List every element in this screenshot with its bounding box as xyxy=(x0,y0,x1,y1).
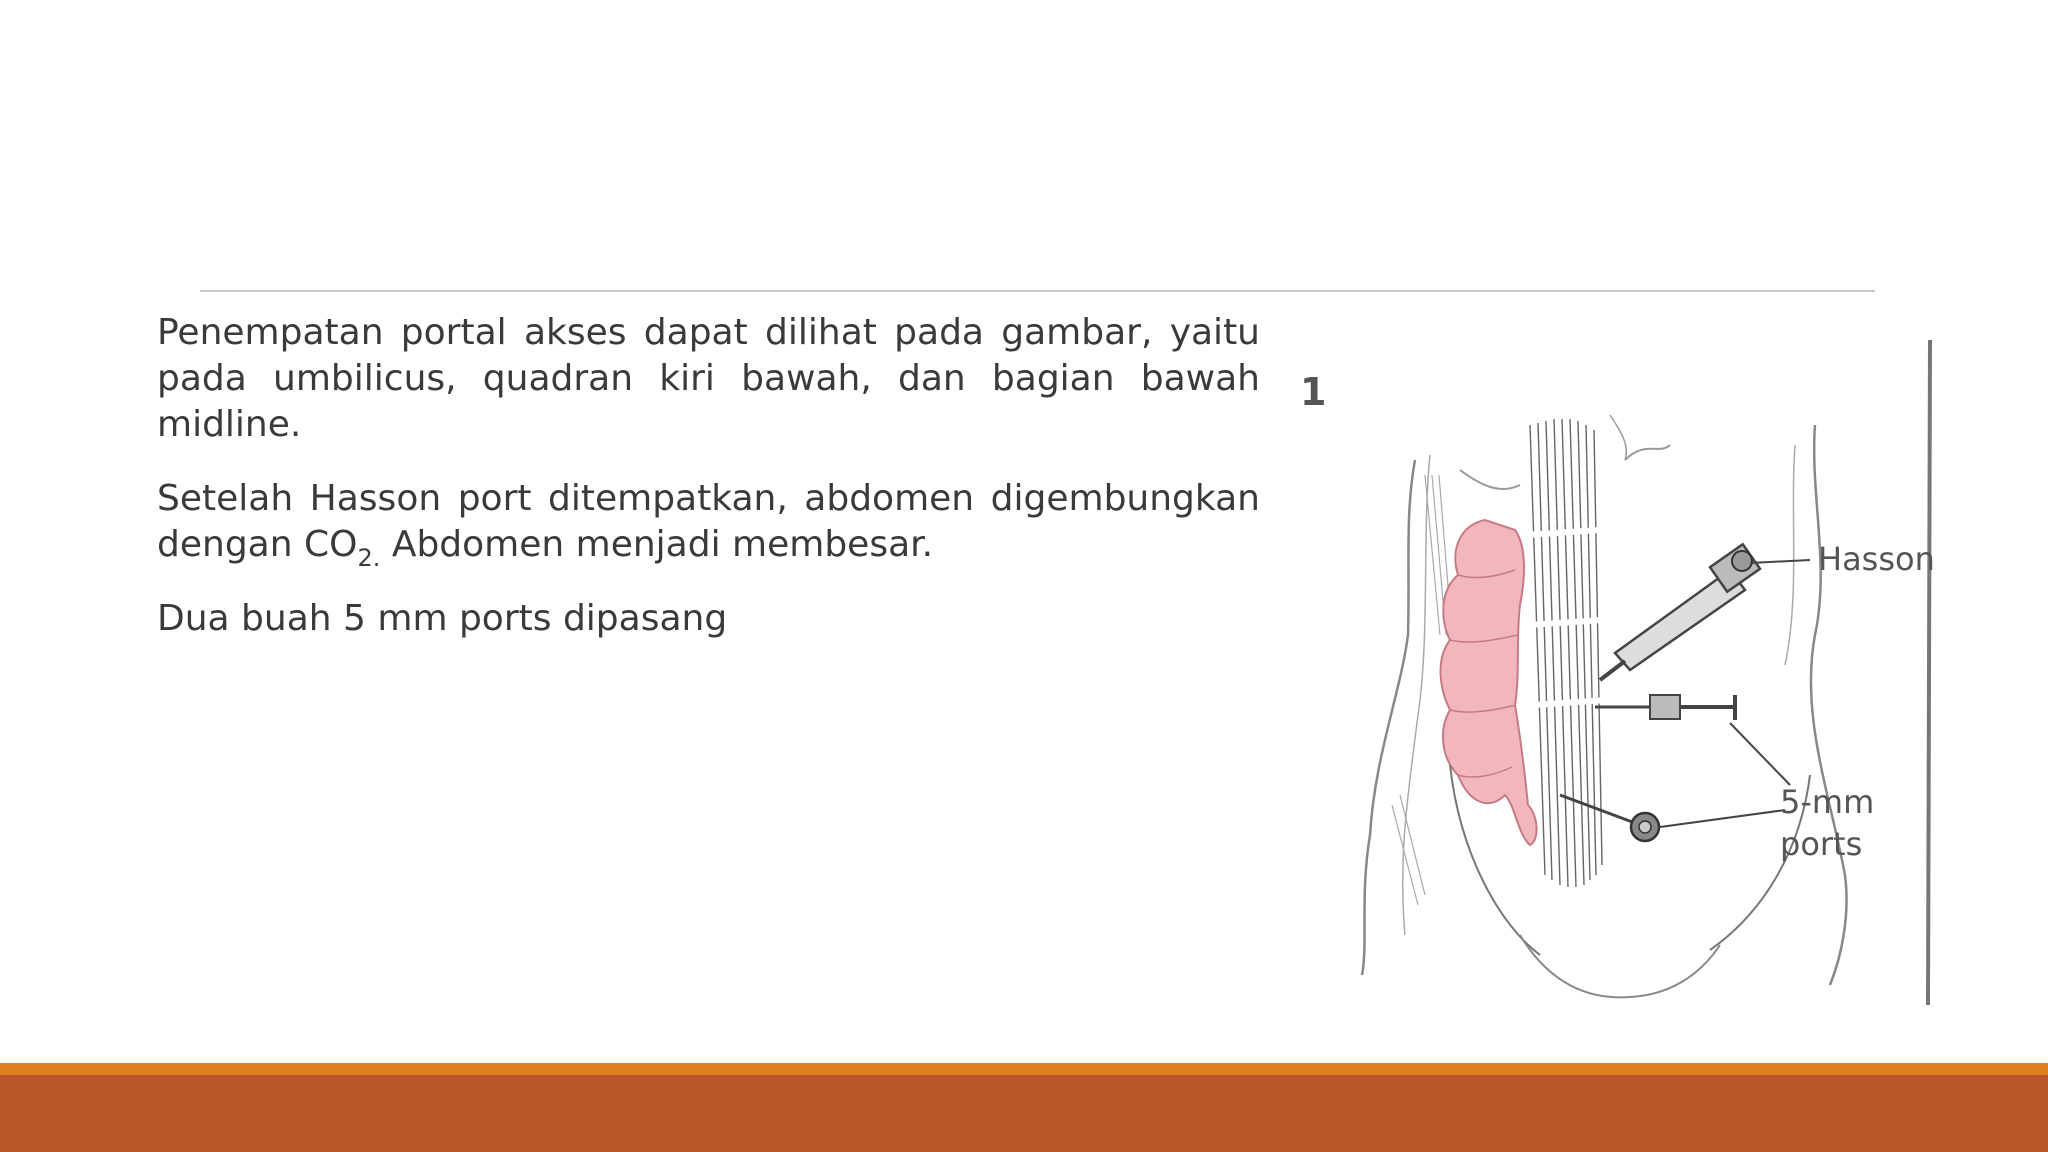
torso-right-outline xyxy=(1811,425,1847,985)
figure-number: 1 xyxy=(1300,370,1327,414)
footer-band xyxy=(0,1075,2048,1152)
label-hasson: Hasson xyxy=(1818,540,1935,578)
pubic-curve xyxy=(1520,935,1720,997)
paragraph-port-placement: Penempatan portal akses dapat dilihat pada gambar, yaitu pada umbilicus, quadran kiri bawah, dan bagian bawah midline. xyxy=(157,312,1260,445)
paragraph-insufflation xyxy=(157,476,1260,572)
hasson-leader-line xyxy=(1750,560,1810,563)
paragraph-insufflation-tail: Abdomen menjadi membesar. xyxy=(380,524,934,565)
rib-line xyxy=(1625,445,1670,460)
title-divider xyxy=(200,290,1875,292)
ports-leader-line xyxy=(1660,810,1785,827)
footer-accent-stripe xyxy=(0,1063,2048,1075)
midline-5mm-port xyxy=(1595,695,1735,720)
co2-subscript: 2. xyxy=(357,544,381,572)
torso-left-outline xyxy=(1362,460,1415,975)
body-text xyxy=(157,310,1260,670)
rectus-muscle xyxy=(1530,419,1602,887)
rib-line xyxy=(1610,415,1626,460)
paragraph-ports: Dua buah 5 mm ports dipasang xyxy=(157,598,728,639)
label-ports-line1: 5-mm xyxy=(1780,783,1875,821)
vertical-bar xyxy=(1928,340,1930,1005)
abdomen-port-illustration xyxy=(1290,335,1970,1015)
label-ports-line2: ports xyxy=(1780,825,1863,863)
abdomen-diagram xyxy=(1290,335,1970,1015)
paragraph-insufflation-text: Setelah Hasson port ditempatkan, abdomen digembungkan dengan CO xyxy=(157,478,1260,565)
hasson-port xyxy=(1600,544,1760,680)
torso-right-inner xyxy=(1785,445,1795,665)
rib-line xyxy=(1460,470,1520,489)
ports-leader-line xyxy=(1730,723,1790,785)
